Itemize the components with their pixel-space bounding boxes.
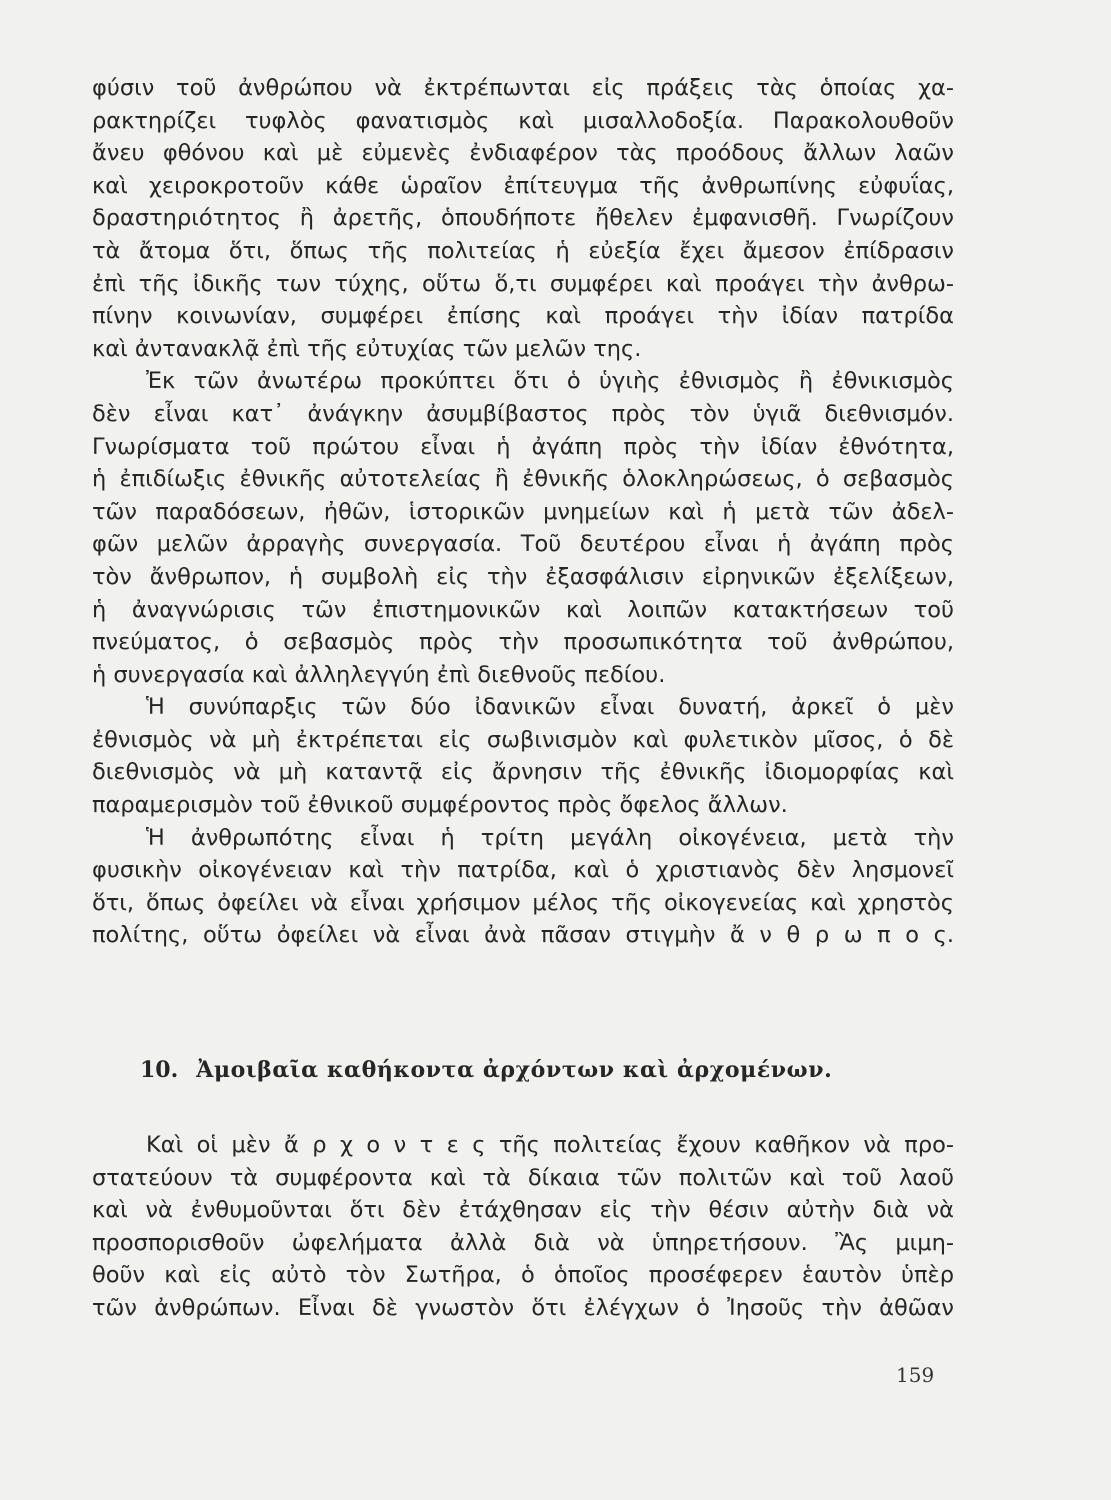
text-line: καὶ ἀντανακλᾷ ἐπὶ τῆς εὐτυχίας τῶν μελῶν της. <box>92 335 642 362</box>
text-line: ἐπὶ τῆς ἰδικῆς των τύχης, οὕτω ὅ,τι συμφέρει καὶ προάγει τὴν ἀνθρω- <box>92 270 954 297</box>
section-heading <box>140 1055 920 1085</box>
text-line: φυσικὴν οἰκογένειαν καὶ τὴν πατρίδα, καὶ ὁ χριστιανὸς δὲν λησμονεῖ <box>92 857 954 884</box>
text-line: καὶ χειροκροτοῦν κάθε ὡραῖον ἐπίτευγμα τῆς ἀνθρωπίνης εὐφυΐας, <box>92 172 954 199</box>
section-body-text <box>92 1129 954 1325</box>
text-line: παραμερισμὸν τοῦ ἐθνικοῦ συμφέροντος πρὸς ὄφελος ἄλλων. <box>92 792 788 819</box>
text-line: πνεύματος, ὁ σεβασμὸς πρὸς τὴν προσωπικότητα τοῦ ἀνθρώπου, <box>92 629 954 656</box>
text-line: καὶ νὰ ἐνθυμοῦνται ὅτι δὲν ἐτάχθησαν εἰς τὴν θέσιν αὐτὴν διὰ νὰ <box>92 1197 954 1224</box>
text-line: Ἡ ἀνθρωπότης εἶναι ἡ τρίτη μεγάλη οἰκογένεια, μετὰ τὴν <box>146 824 954 851</box>
text-line: δὲν εἶναι κατ᾽ ἀνάγκην ἀσυμβίβαστος πρὸς τὸν ὑγιᾶ διεθνισμόν. <box>92 400 954 427</box>
text-line: ἡ ἀναγνώρισις τῶν ἐπιστημονικῶν καὶ λοιπῶν κατακτήσεων τοῦ <box>92 596 954 623</box>
text-line: στατεύουν τὰ συμφέροντα καὶ τὰ δίκαια τῶν πολιτῶν καὶ τοῦ λαοῦ <box>92 1164 954 1191</box>
text-line: φύσιν τοῦ ἀνθρώπου νὰ ἐκτρέπωνται εἰς πράξεις τὰς ὁποίας χα- <box>92 75 954 101</box>
body-text <box>92 72 954 952</box>
text-line: Ἐκ τῶν ἀνωτέρω προκύπτει ὅτι ὁ ὑγιὴς ἐθνισμὸς ἢ ἐθνικισμὸς <box>146 368 954 395</box>
text-line: Γνωρίσματα τοῦ πρώτου εἶναι ἡ ἀγάπη πρὸς τὴν ἰδίαν ἐθνότητα, <box>92 433 954 460</box>
text-line: ἡ ἐπιδίωξις ἐθνικῆς αὐτοτελείας ἢ ἐθνικῆς ὁλοκληρώσεως, ὁ σεβασμὸς <box>92 466 954 493</box>
section-number: 10. <box>140 1057 179 1083</box>
text-line: τὸν ἄνθρωπον, ἡ συμβολὴ εἰς τὴν ἐξασφάλισιν εἰρηνικῶν ἐξελίξεων, <box>92 563 954 590</box>
text-line: φῶν μελῶν ἀρραγὴς συνεργασία. Τοῦ δευτέρου εἶναι ἡ ἀγάπη πρὸς <box>92 531 954 558</box>
text-line: πολίτης, οὕτω ὀφείλει νὰ εἶναι ἀνὰ πᾶσαν στιγμὴν ἄ ν θ ρ ω π ο ς. <box>92 922 954 949</box>
text-line: ὅτι, ὅπως ὀφείλει νὰ εἶναι χρήσιμον μέλος τῆς οἰκογενείας καὶ χρηστὸς <box>92 889 954 916</box>
text-line: τῶν παραδόσεων, ἠθῶν, ἱστορικῶν μνημείων καὶ ἡ μετὰ τῶν ἀδελ- <box>92 498 954 525</box>
text-line: θοῦν καὶ εἰς αὐτὸ τὸν Σωτῆρα, ὁ ὁποῖος προσέφερεν ἑαυτὸν ὑπὲρ <box>92 1262 954 1289</box>
text-line: πίνην κοινωνίαν, συμφέρει ἐπίσης καὶ προάγει τὴν ἰδίαν πατρίδα <box>92 303 954 330</box>
section-title: Ἀμοιβαῖα καθήκοντα ἀρχόντων καὶ ἀρχομένων. <box>196 1057 833 1083</box>
text-line: διεθνισμὸς νὰ μὴ καταντᾷ εἰς ἄρνησιν τῆς ἐθνικῆς ἰδιομορφίας καὶ <box>92 759 954 786</box>
text-line: προσπορισθοῦν ὠφελήματα ἀλλὰ διὰ νὰ ὑπηρετήσουν. Ἂς μιμη- <box>92 1229 954 1256</box>
text-line: ἐθνισμὸς νὰ μὴ ἐκτρέπεται εἰς σωβινισμὸν καὶ φυλετικὸν μῖσος, ὁ δὲ <box>92 726 954 753</box>
text-line: Καὶ οἱ μὲν ἄ ρ χ ο ν τ ε ς τῆς πολιτείας ἔχουν καθῆκον νὰ προ- <box>146 1132 954 1158</box>
text-line: τὰ ἄτομα ὅτι, ὅπως τῆς πολιτείας ἡ εὐεξία ἔχει ἄμεσον ἐπίδρασιν <box>92 237 954 264</box>
text-line: τῶν ἀνθρώπων. Εἶναι δὲ γνωστὸν ὅτι ἐλέγχων ὁ Ἰησοῦς τὴν ἀθῶαν <box>92 1294 954 1321</box>
text-line: Ἡ συνύπαρξις τῶν δύο ἰδανικῶν εἶναι δυνατή, ἀρκεῖ ὁ μὲν <box>146 694 954 721</box>
text-line: ἡ συνεργασία καὶ ἀλληλεγγύη ἐπὶ διεθνοῦς πεδίου. <box>92 661 666 688</box>
text-line: ρακτηρίζει τυφλὸς φανατισμὸς καὶ μισαλλοδοξία. Παρακολουθοῦν <box>92 107 954 134</box>
text-line: ἄνευ φθόνου καὶ μὲ εὐμενὲς ἐνδιαφέρον τὰς προόδους ἄλλων λαῶν <box>92 140 954 167</box>
text-line: δραστηριότητος ἢ ἀρετῆς, ὁπουδήποτε ἤθελεν ἐμφανισθῆ. Γνωρίζουν <box>92 205 954 232</box>
page-number: 159 <box>896 1363 935 1387</box>
